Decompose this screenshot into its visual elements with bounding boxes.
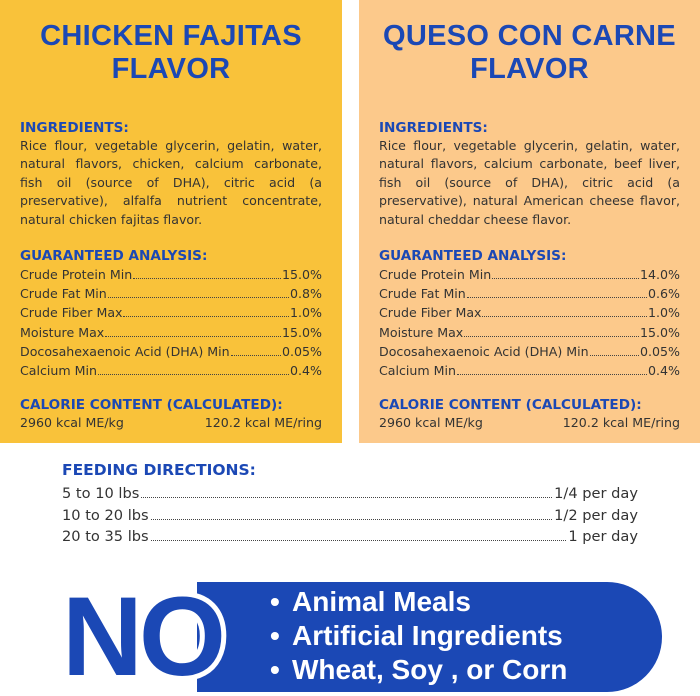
flavor-title <box>20 20 322 86</box>
dot-leader <box>457 374 647 375</box>
flavor-title-line1: QUESO CON CARNE <box>383 20 676 52</box>
analysis-heading: GUARANTEED ANALYSIS: <box>379 248 567 265</box>
no-list <box>270 585 567 687</box>
feeding-row <box>62 483 638 505</box>
feeding-amount: 1 per day <box>568 528 638 545</box>
analysis-value: 0.4% <box>648 363 680 379</box>
feeding-heading: FEEDING DIRECTIONS: <box>62 461 256 479</box>
no-list-item: • Artificial Ingredients <box>270 619 567 653</box>
analysis-row <box>20 342 322 361</box>
analysis-value: 15.0% <box>281 324 322 340</box>
analysis-row <box>20 303 322 322</box>
analysis-row <box>20 361 322 380</box>
feeding-row <box>62 505 638 527</box>
feeding-weight: 10 to 20 lbs <box>62 506 149 524</box>
calorie-heading: CALORIE CONTENT (CALCULATED): <box>379 397 642 414</box>
analysis-value: 14.0% <box>639 267 680 283</box>
dot-leader <box>108 297 289 298</box>
analysis-value: 0.05% <box>281 343 322 359</box>
analysis-row <box>20 323 322 342</box>
analysis-value: 0.4% <box>290 363 322 379</box>
analysis-value: 0.6% <box>648 286 680 302</box>
calorie-per-kg: 2960 kcal ME/kg <box>20 415 124 431</box>
feeding-directions <box>62 460 638 548</box>
dot-leader <box>151 519 553 520</box>
feeding-row <box>62 526 638 548</box>
dot-leader <box>590 355 639 356</box>
dot-leader <box>98 374 289 375</box>
analysis-label: Docosahexaenoic Acid (DHA) Min <box>379 343 589 359</box>
analysis-value: 1.0% <box>290 305 322 321</box>
feeding-amount: 1/2 per day <box>554 506 638 524</box>
dot-leader <box>133 278 281 279</box>
analysis-label: Docosahexaenoic Acid (DHA) Min <box>20 343 230 359</box>
dot-leader <box>492 278 639 279</box>
analysis-value: 15.0% <box>281 267 322 283</box>
analysis-label: Crude Protein Min <box>379 267 492 283</box>
dot-leader <box>151 540 567 541</box>
analysis-row <box>20 284 322 303</box>
dot-leader <box>231 355 281 356</box>
analysis-row <box>379 265 680 284</box>
no-banner <box>62 574 662 696</box>
analysis-label: Moisture Max <box>20 324 105 340</box>
flavor-title <box>379 20 680 86</box>
analysis-label: Crude Fiber Max <box>379 305 482 321</box>
flavor-title-line2: FLAVOR <box>111 53 231 85</box>
calorie-row <box>20 414 322 432</box>
analysis-list <box>20 265 322 380</box>
analysis-label: Moisture Max <box>379 324 464 340</box>
feeding-amount: 1/4 per day <box>554 485 638 502</box>
analysis-row <box>379 361 680 380</box>
analysis-row <box>379 342 680 361</box>
analysis-value: 15.0% <box>639 324 680 340</box>
analysis-list <box>379 265 680 380</box>
calorie-per-kg: 2960 kcal ME/kg <box>379 415 483 431</box>
analysis-heading: GUARANTEED ANALYSIS: <box>20 248 208 265</box>
calorie-per-ring: 120.2 kcal ME/ring <box>204 415 322 431</box>
flavor-title-line2: FLAVOR <box>470 53 589 85</box>
analysis-label: Calcium Min <box>20 363 98 379</box>
feeding-weight: 20 to 35 lbs <box>62 528 149 545</box>
analysis-value: 0.05% <box>639 343 680 359</box>
ingredients-heading: INGREDIENTS: <box>379 120 488 136</box>
dot-leader <box>123 316 289 317</box>
analysis-label: Calcium Min <box>379 363 457 379</box>
analysis-row <box>20 265 322 284</box>
analysis-value: 0.8% <box>290 286 322 302</box>
dot-leader <box>482 316 647 317</box>
calorie-heading: CALORIE CONTENT (CALCULATED): <box>20 397 283 414</box>
queso-con-carne-panel <box>359 0 700 443</box>
ingredients-heading: INGREDIENTS: <box>20 120 129 136</box>
analysis-row <box>379 303 680 322</box>
analysis-label: Crude Fat Min <box>379 286 466 302</box>
calorie-row <box>379 414 680 432</box>
feeding-weight: 5 to 10 lbs <box>62 485 140 502</box>
analysis-label: Crude Fat Min <box>20 286 107 302</box>
dot-leader <box>105 336 281 337</box>
analysis-value: 1.0% <box>648 305 680 321</box>
analysis-row <box>379 323 680 342</box>
dot-leader <box>467 297 647 298</box>
no-list-item: • Animal Meals <box>270 585 567 619</box>
ingredients-text: Rice flour, vegetable glycerin, gelatin, water, natural flavors, calcium carbonate, beef liver, fish oil (source of DHA), citric acid (a preservative), natural American cheese flavor, natural cheddar cheese flavor. <box>379 138 680 227</box>
calorie-per-ring: 120.2 kcal ME/ring <box>562 415 680 431</box>
flavor-title-line1: CHICKEN FAJITAS <box>40 20 302 52</box>
no-list-item: • Wheat, Soy , or Corn <box>270 653 567 687</box>
analysis-label: Crude Fiber Max <box>20 305 123 321</box>
analysis-row <box>379 284 680 303</box>
dot-leader <box>464 336 639 337</box>
chicken-fajitas-panel <box>0 0 342 443</box>
dot-leader <box>141 497 552 498</box>
no-word: NO <box>62 574 222 696</box>
ingredients-text: Rice flour, vegetable glycerin, gelatin, water, natural flavors, chicken, calcium carbonate, fish oil (source of DHA), citric acid (a preservative), alfalfa nutrient concentrate, natural chicken fajitas flavor. <box>20 138 322 227</box>
analysis-label: Crude Protein Min <box>20 267 133 283</box>
